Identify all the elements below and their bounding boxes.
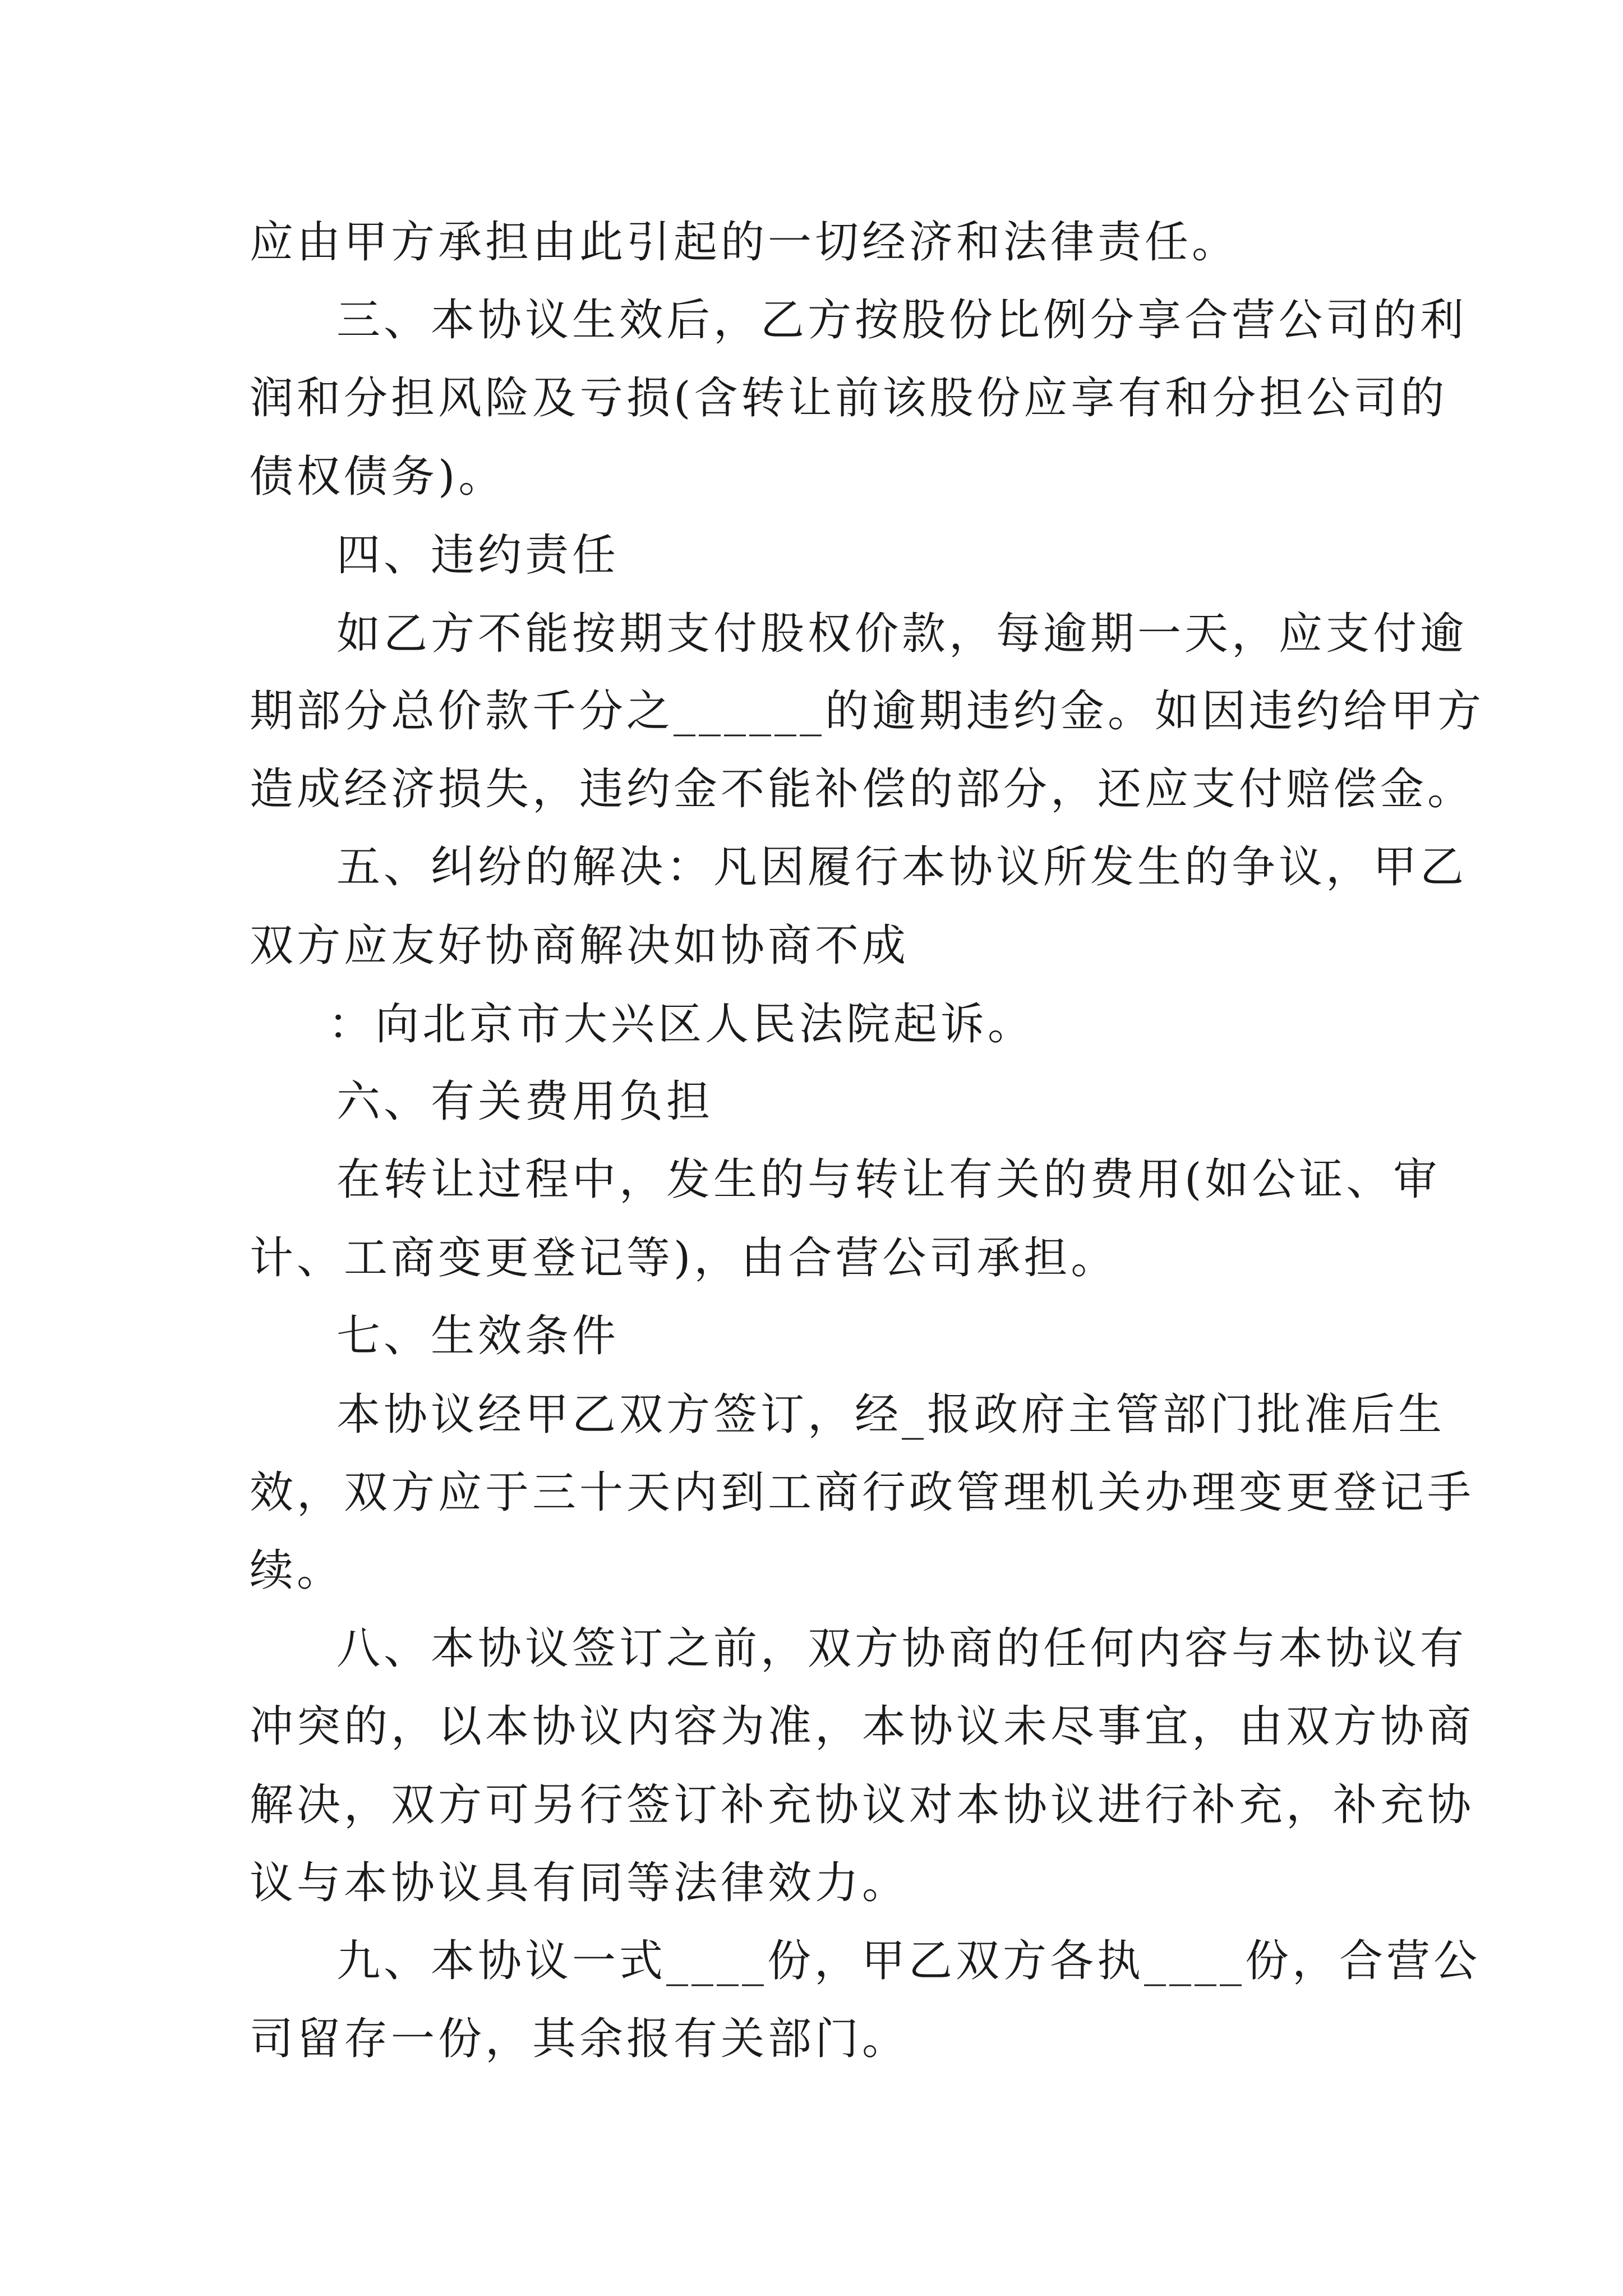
text-line: 解决，双方可另行签订补充协议对本协议进行补充，补充协 xyxy=(250,1780,1475,1830)
section-heading: 四、违约责任 xyxy=(336,530,620,581)
section-heading: 六、有关费用负担 xyxy=(336,1076,714,1127)
text-line: 期部分总价款千分之______的逾期违约金。如因违约给甲方 xyxy=(250,686,1485,737)
text-line: 续。 xyxy=(250,1545,344,1596)
text-line: 如乙方不能按期支付股权价款，每逾期一天，应支付逾 xyxy=(336,609,1468,659)
text-line: 债权债务)。 xyxy=(250,452,506,502)
text-line: 造成经济损失，违约金不能补偿的部分，还应支付赔偿金。 xyxy=(250,764,1475,815)
text-line: 三、本协议生效后，乙方按股份比例分享合营公司的利 xyxy=(336,295,1468,346)
section-heading: 七、生效条件 xyxy=(336,1311,620,1361)
text-line: 本协议经甲乙双方签订，经_报政府主管部门批准后生 xyxy=(336,1389,1446,1440)
text-line: 八、本协议签订之前，双方协商的任何内容与本协议有 xyxy=(336,1623,1468,1674)
text-line: 司留存一份，其余报有关部门。 xyxy=(250,2014,910,2064)
text-line: ：向北京市大兴区人民法院起诉。 xyxy=(328,999,1035,1050)
text-line: 应由甲方承担由此引起的一切经济和法律责任。 xyxy=(250,217,1239,268)
text-line: 议与本协议具有同等法律效力。 xyxy=(250,1858,910,1908)
text-line: 在转让过程中，发生的与转让有关的费用(如公证、审 xyxy=(336,1154,1441,1205)
text-line: 九、本协议一式____份，甲乙双方各执____份，合营公 xyxy=(336,1936,1481,1986)
text-line: 效，双方应于三十天内到工商行政管理机关办理变更登记手 xyxy=(250,1467,1475,1518)
text-line: 润和分担风险及亏损(含转让前该股份应享有和分担公司的 xyxy=(250,373,1448,424)
text-line: 计、工商变更登记等)，由合营公司承担。 xyxy=(250,1233,1118,1283)
text-line: 冲突的，以本协议内容为准，本协议未尽事宜，由双方协商 xyxy=(250,1701,1475,1752)
text-line: 五、纠纷的解决：凡因履行本协议所发生的争议，甲乙 xyxy=(336,842,1468,892)
text-line: 双方应友好协商解决如协商不成 xyxy=(250,921,910,971)
